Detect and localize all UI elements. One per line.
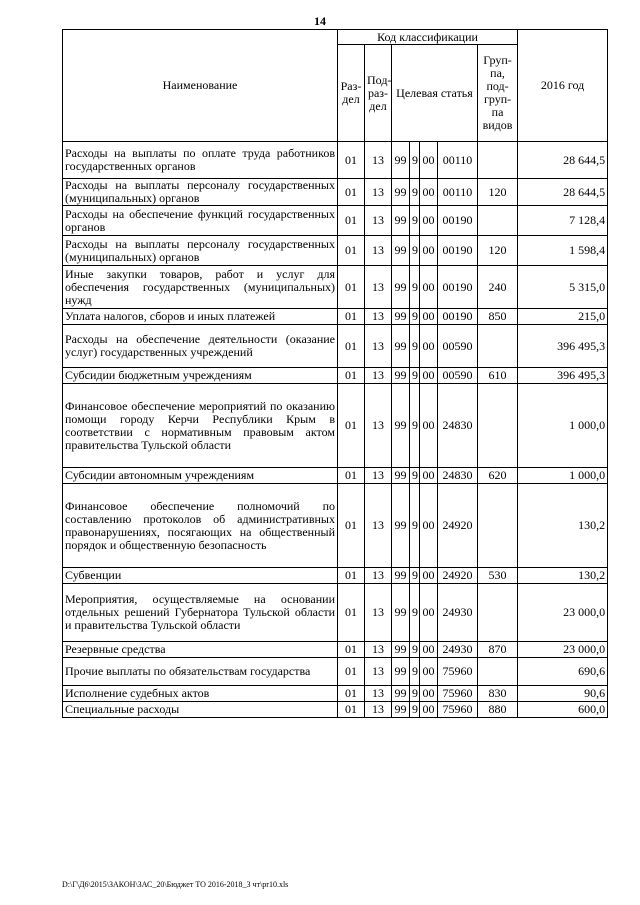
row-target-program: 99 [392, 179, 410, 206]
row-target-subprogram: 9 [410, 236, 420, 266]
row-subsection: 13 [365, 384, 392, 468]
table-row [63, 179, 608, 206]
row-target-direction: 00590 [438, 368, 478, 384]
row-subsection: 13 [365, 179, 392, 206]
row-section: 01 [338, 179, 365, 206]
row-target-program: 99 [392, 236, 410, 266]
row-target-subprogram: 9 [410, 206, 420, 236]
row-subsection: 13 [365, 325, 392, 368]
row-amount: 130,2 [518, 484, 608, 568]
row-subsection: 13 [365, 484, 392, 568]
row-expense-type [478, 206, 518, 236]
row-target-direction: 24920 [438, 568, 478, 584]
table-body [63, 142, 608, 718]
row-amount: 130,2 [518, 568, 608, 584]
row-subsection: 13 [365, 658, 392, 686]
row-subsection: 13 [365, 236, 392, 266]
header-subsection: Под-раз-дел [365, 45, 392, 142]
row-amount: 23 000,0 [518, 584, 608, 642]
row-target-program: 99 [392, 206, 410, 236]
row-target-direction: 24830 [438, 384, 478, 468]
row-subsection: 13 [365, 309, 392, 325]
row-subsection: 13 [365, 266, 392, 309]
row-amount: 690,6 [518, 658, 608, 686]
row-expense-type [478, 325, 518, 368]
row-target-direction: 24930 [438, 642, 478, 658]
row-name: Специальные расходы [63, 702, 338, 718]
row-expense-type: 610 [478, 368, 518, 384]
row-target-direction: 00110 [438, 142, 478, 179]
row-name: Иные закупки товаров, работ и услуг для обеспечения государственных (муниципальных) нужд [63, 266, 338, 309]
row-subsection: 13 [365, 642, 392, 658]
row-section: 01 [338, 236, 365, 266]
row-target-program: 99 [392, 368, 410, 384]
row-name: Резервные средства [63, 642, 338, 658]
row-target-program: 99 [392, 325, 410, 368]
row-amount: 1 000,0 [518, 384, 608, 468]
row-section: 01 [338, 368, 365, 384]
table-row [63, 236, 608, 266]
row-amount: 1 000,0 [518, 468, 608, 484]
row-section: 01 [338, 584, 365, 642]
row-target-group: 00 [420, 484, 438, 568]
row-section: 01 [338, 266, 365, 309]
table-row [63, 266, 608, 309]
row-target-direction: 24930 [438, 584, 478, 642]
row-name: Прочие выплаты по обязательствам государства [63, 658, 338, 686]
row-amount: 28 644,5 [518, 142, 608, 179]
table-row [63, 642, 608, 658]
row-section: 01 [338, 142, 365, 179]
row-subsection: 13 [365, 206, 392, 236]
row-target-program: 99 [392, 384, 410, 468]
row-section: 01 [338, 206, 365, 236]
row-target-subprogram: 9 [410, 642, 420, 658]
row-expense-type [478, 484, 518, 568]
row-target-subprogram: 9 [410, 309, 420, 325]
row-section: 01 [338, 484, 365, 568]
row-section: 01 [338, 642, 365, 658]
table-row [63, 468, 608, 484]
row-target-group: 00 [420, 468, 438, 484]
row-target-program: 99 [392, 468, 410, 484]
table-row [63, 658, 608, 686]
page-number: 14 [314, 14, 326, 28]
row-target-direction: 75960 [438, 686, 478, 702]
row-target-direction: 75960 [438, 658, 478, 686]
table-row [63, 686, 608, 702]
row-expense-type: 240 [478, 266, 518, 309]
row-target-direction: 00190 [438, 236, 478, 266]
row-target-program: 99 [392, 266, 410, 309]
row-name: Расходы на обеспечение функций государственных органов [63, 206, 338, 236]
row-target-direction: 00190 [438, 266, 478, 309]
table-row [63, 142, 608, 179]
row-target-subprogram: 9 [410, 484, 420, 568]
row-target-program: 99 [392, 484, 410, 568]
row-target-group: 00 [420, 266, 438, 309]
row-name: Исполнение судебных актов [63, 686, 338, 702]
row-target-direction: 00110 [438, 179, 478, 206]
row-target-subprogram: 9 [410, 658, 420, 686]
row-target-subprogram: 9 [410, 584, 420, 642]
file-path-footer: D:\Г\Д6\2015\ЗАКОН\ЗАС_20\Бюджет ТО 2016-2018_3 чт\pr10.xls [62, 880, 289, 889]
row-target-subprogram: 9 [410, 142, 420, 179]
row-target-direction: 00190 [438, 206, 478, 236]
row-expense-type [478, 658, 518, 686]
row-amount: 28 644,5 [518, 179, 608, 206]
row-expense-type [478, 142, 518, 179]
row-expense-type: 830 [478, 686, 518, 702]
table-row [63, 484, 608, 568]
row-target-subprogram: 9 [410, 368, 420, 384]
row-target-group: 00 [420, 236, 438, 266]
table-row [63, 368, 608, 384]
row-amount: 7 128,4 [518, 206, 608, 236]
row-target-subprogram: 9 [410, 686, 420, 702]
row-target-program: 99 [392, 142, 410, 179]
row-target-group: 00 [420, 702, 438, 718]
row-section: 01 [338, 686, 365, 702]
row-name: Расходы на выплаты персоналу государственных (муниципальных) органов [63, 179, 338, 206]
table-row [63, 568, 608, 584]
row-target-direction: 24830 [438, 468, 478, 484]
row-amount: 90,6 [518, 686, 608, 702]
row-target-subprogram: 9 [410, 384, 420, 468]
row-section: 01 [338, 568, 365, 584]
row-target-program: 99 [392, 309, 410, 325]
row-target-group: 00 [420, 584, 438, 642]
row-section: 01 [338, 309, 365, 325]
row-section: 01 [338, 658, 365, 686]
row-expense-type: 850 [478, 309, 518, 325]
row-expense-type: 530 [478, 568, 518, 584]
row-target-program: 99 [392, 642, 410, 658]
row-target-group: 00 [420, 642, 438, 658]
table-row [63, 325, 608, 368]
row-name: Финансовое обеспечение мероприятий по оказанию помощи городу Керчи Республики Крым в соответствии с нормативным правовым актом правительства Тульской области [63, 384, 338, 468]
table-row [63, 702, 608, 718]
header-section: Раз-дел [338, 45, 365, 142]
row-subsection: 13 [365, 368, 392, 384]
row-target-program: 99 [392, 702, 410, 718]
row-amount: 23 000,0 [518, 642, 608, 658]
row-name: Расходы на обеспечение деятельности (оказание услуг) государственных учреждений [63, 325, 338, 368]
row-amount: 1 598,4 [518, 236, 608, 266]
table-row [63, 309, 608, 325]
row-target-group: 00 [420, 325, 438, 368]
row-name: Мероприятия, осуществляемые на основании отдельных решений Губернатора Тульской области и правительства Тульской области [63, 584, 338, 642]
row-target-direction: 00190 [438, 309, 478, 325]
row-section: 01 [338, 384, 365, 468]
row-section: 01 [338, 702, 365, 718]
header-classification: Код классификации [338, 30, 518, 45]
row-subsection: 13 [365, 686, 392, 702]
header-target-article: Целевая статья [392, 45, 478, 142]
header-expense-group: Груп-па, под-груп-па видов [478, 45, 518, 142]
row-target-group: 00 [420, 142, 438, 179]
table-row [63, 584, 608, 642]
row-target-group: 00 [420, 658, 438, 686]
budget-table [62, 29, 608, 718]
row-expense-type: 620 [478, 468, 518, 484]
row-amount: 215,0 [518, 309, 608, 325]
row-target-program: 99 [392, 584, 410, 642]
row-name: Субсидии бюджетным учреждениям [63, 368, 338, 384]
row-amount: 396 495,3 [518, 368, 608, 384]
row-name: Субвенции [63, 568, 338, 584]
row-target-program: 99 [392, 686, 410, 702]
row-target-subprogram: 9 [410, 568, 420, 584]
row-expense-type: 880 [478, 702, 518, 718]
row-subsection: 13 [365, 702, 392, 718]
row-target-subprogram: 9 [410, 325, 420, 368]
table-row [63, 206, 608, 236]
row-target-subprogram: 9 [410, 179, 420, 206]
row-name: Субсидии автономным учреждениям [63, 468, 338, 484]
row-subsection: 13 [365, 468, 392, 484]
row-target-program: 99 [392, 658, 410, 686]
row-target-group: 00 [420, 568, 438, 584]
row-section: 01 [338, 468, 365, 484]
row-target-direction: 00590 [438, 325, 478, 368]
row-section: 01 [338, 325, 365, 368]
row-subsection: 13 [365, 142, 392, 179]
row-target-group: 00 [420, 309, 438, 325]
row-name: Расходы на выплаты персоналу государственных (муниципальных) органов [63, 236, 338, 266]
row-target-group: 00 [420, 686, 438, 702]
row-target-direction: 75960 [438, 702, 478, 718]
row-expense-type [478, 384, 518, 468]
row-name: Уплата налогов, сборов и иных платежей [63, 309, 338, 325]
header-year: 2016 год [518, 30, 608, 142]
row-target-subprogram: 9 [410, 266, 420, 309]
row-expense-type [478, 584, 518, 642]
row-target-subprogram: 9 [410, 468, 420, 484]
row-target-group: 00 [420, 179, 438, 206]
row-target-subprogram: 9 [410, 702, 420, 718]
row-expense-type: 120 [478, 236, 518, 266]
row-target-group: 00 [420, 384, 438, 468]
row-amount: 396 495,3 [518, 325, 608, 368]
header-name: Наименование [63, 30, 338, 142]
row-expense-type: 120 [478, 179, 518, 206]
row-target-group: 00 [420, 368, 438, 384]
row-amount: 600,0 [518, 702, 608, 718]
table-row [63, 384, 608, 468]
row-name: Расходы на выплаты по оплате труда работников государственных органов [63, 142, 338, 179]
row-subsection: 13 [365, 568, 392, 584]
row-subsection: 13 [365, 584, 392, 642]
row-expense-type: 870 [478, 642, 518, 658]
row-target-program: 99 [392, 568, 410, 584]
row-target-direction: 24920 [438, 484, 478, 568]
row-name: Финансовое обеспечение полномочий по составлению протоколов об административных правонарушениях, посягающих на общественный порядок и общественную безопасность [63, 484, 338, 568]
row-amount: 5 315,0 [518, 266, 608, 309]
row-target-group: 00 [420, 206, 438, 236]
